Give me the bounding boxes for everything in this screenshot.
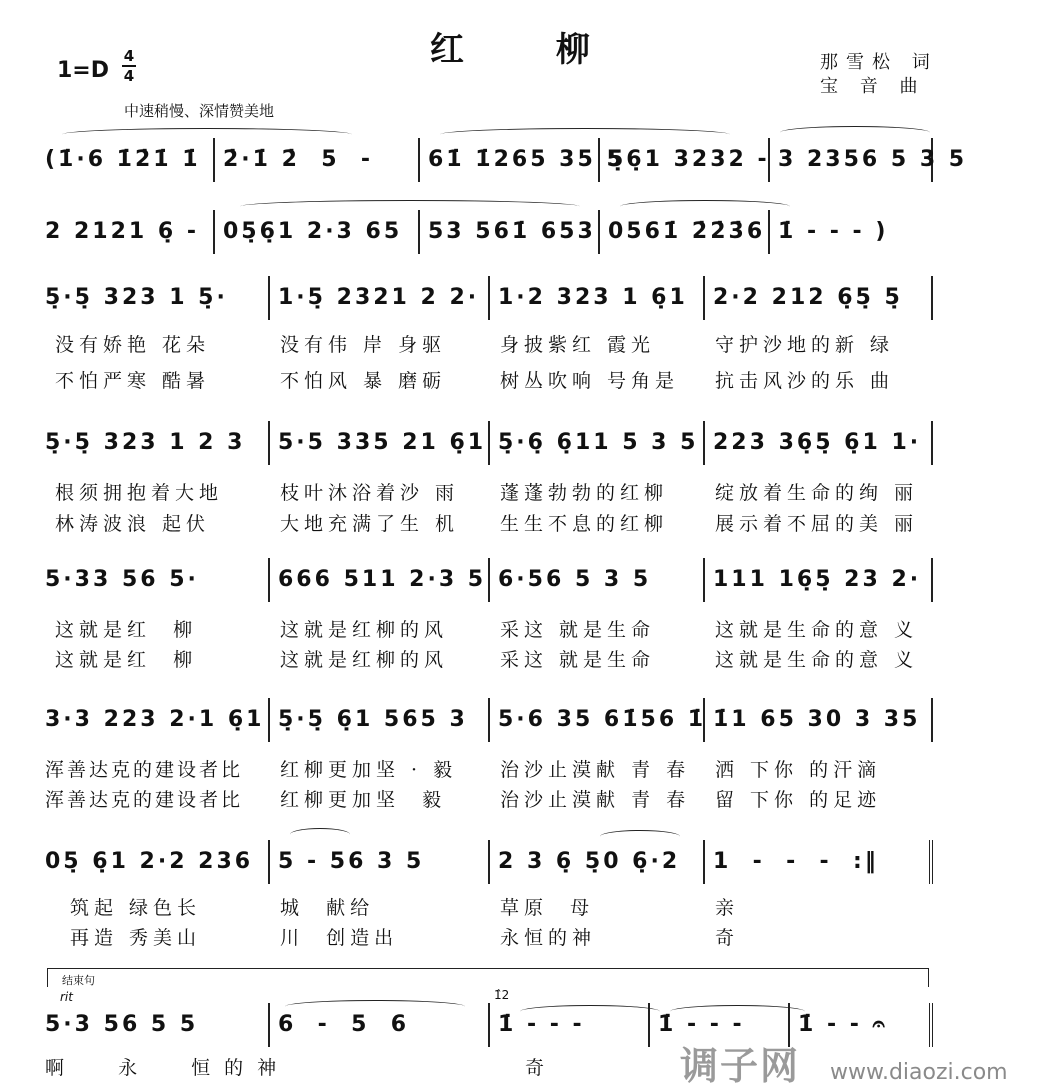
measure: 1̇ - - - ) bbox=[778, 219, 889, 244]
staff-row-7 bbox=[45, 840, 933, 884]
lyric: 没有娇艳 花朵 bbox=[55, 334, 211, 356]
measure: 3·3 223 2·1 6̣1 bbox=[45, 698, 270, 742]
lyric: 留 下你 的足迹 bbox=[715, 789, 882, 811]
ritardando-marking: rit bbox=[60, 990, 73, 1004]
lyric: 抗击风沙的乐 曲 bbox=[715, 370, 895, 392]
lyric: 红柳更加坚 毅 bbox=[280, 789, 447, 811]
lyrics-verse-1 bbox=[45, 478, 933, 505]
lyrics-verse-1 bbox=[45, 755, 933, 782]
staff-row-5 bbox=[45, 558, 933, 602]
volta-marking: 1̂2 bbox=[494, 988, 510, 1002]
lyric: 不怕风 暴 磨砺 bbox=[280, 370, 447, 392]
measure: 2̇·1̇ 2̇ 5 - bbox=[215, 138, 420, 182]
watermark-logo: 调子网 bbox=[680, 1044, 801, 1088]
lyric: 这就是生命的意 义 bbox=[715, 619, 919, 641]
lyric: 奇 bbox=[525, 1057, 550, 1079]
lyrics-verse-2 bbox=[45, 785, 933, 812]
lyric: 这就是生命的意 义 bbox=[715, 649, 919, 671]
measure: 2 3 6̣ 5̣0 6̣·2 bbox=[490, 840, 705, 884]
measure: 5̣6̣1 3232 - bbox=[600, 138, 770, 182]
measure: 0561̇ 2̇2̇3̇6 bbox=[600, 210, 770, 254]
lyric: 采这 就是生命 bbox=[500, 649, 656, 671]
lyrics-verse-2 bbox=[45, 645, 933, 672]
staff-row-3 bbox=[45, 276, 933, 320]
song-title: 红 柳 bbox=[430, 30, 630, 70]
measure: (1̇·6 1̇2̇1̇ 1̇ bbox=[45, 138, 215, 182]
lyric bbox=[270, 1053, 490, 1080]
lyric: 没有伟 岸 身驱 bbox=[280, 334, 447, 356]
staff-row-4 bbox=[45, 421, 933, 465]
lyric: 再造 秀美山 bbox=[70, 927, 202, 949]
lyric: 生生不息的红柳 bbox=[500, 513, 669, 535]
measure: 666 511 2·3 5 bbox=[270, 558, 490, 602]
measure: 5 - 56 3 5 bbox=[270, 840, 490, 884]
measure: 2 2121 6̣ - bbox=[45, 210, 215, 254]
lyric: 草原 母 bbox=[500, 897, 595, 919]
ending-label: 结束句 bbox=[62, 974, 95, 987]
staff-row-2 bbox=[45, 210, 933, 254]
measure: 2·2 212 6̣5̣ 5̣ bbox=[705, 276, 933, 320]
measure: 5̣·5̣ 323 1 5̣· bbox=[45, 276, 270, 320]
staff-row-1 bbox=[45, 138, 968, 182]
lyric: 树丛吹响 号角是 bbox=[500, 370, 680, 392]
lyric: 治沙止漠献 青 春 bbox=[500, 759, 691, 781]
lyric: 这就是红 柳 bbox=[55, 619, 198, 641]
ending-bracket bbox=[47, 968, 929, 987]
measure: 5̣·5̣ 323 1 2 3 bbox=[45, 421, 270, 465]
measure: 5̣·6̣ 6̣11 5 3 5 bbox=[490, 421, 705, 465]
lyrics-verse-2 bbox=[45, 509, 933, 536]
lyric: 身披紫红 霞光 bbox=[500, 334, 656, 356]
lyric: 枝叶沐浴着沙 雨 bbox=[280, 482, 460, 504]
lyric: 绽放着生命的绚 丽 bbox=[715, 482, 919, 504]
lyric: 蓬蓬勃勃的红柳 bbox=[500, 482, 669, 504]
measure: 5̣·5̣ 6̣1 565 3 bbox=[270, 698, 490, 742]
lyric: 展示着不屈的美 丽 bbox=[715, 513, 919, 535]
lyric: 这就是红柳的风 bbox=[280, 649, 449, 671]
lyric: 不怕严寒 酷暑 bbox=[55, 370, 211, 392]
measure: 1̇1 65 30 3 35 bbox=[705, 698, 933, 742]
time-sig-top: 4 bbox=[123, 47, 135, 65]
measure: 05̣ 6̣1 2·2 236 bbox=[45, 840, 270, 884]
lyric: 啊 永 恒的神 bbox=[45, 1057, 291, 1079]
lyric: 大地充满了生 机 bbox=[280, 513, 460, 535]
repeat-end-measure: 1 - - - :‖ bbox=[705, 840, 933, 884]
measure: 223 36̣5̣ 6̣1 1· bbox=[705, 421, 933, 465]
measure: 6 - 5 6 bbox=[270, 1003, 490, 1047]
lyric: 红柳更加坚 · 毅 bbox=[280, 759, 458, 781]
composer-credit: 宝 音 曲 bbox=[820, 76, 926, 97]
measure: 5·5 335 21 6̣1 bbox=[270, 421, 490, 465]
measure: 1̇ - - - bbox=[650, 1003, 790, 1047]
lyrics-verse-1 bbox=[45, 615, 933, 642]
measure: 1·5̣ 2321 2 2· bbox=[270, 276, 490, 320]
lyric: 采这 就是生命 bbox=[500, 619, 656, 641]
measure: 3 2356 5 3 5 bbox=[770, 138, 933, 182]
lyric: 筑起 绿色长 bbox=[70, 897, 202, 919]
lyric: 这就是红柳的风 bbox=[280, 619, 449, 641]
measure: 111 16̣5̣ 23 2· bbox=[705, 558, 933, 602]
measure: 5·6 35 61̇56 1̇ bbox=[490, 698, 705, 742]
measure: 53 561̇ 653 bbox=[420, 210, 600, 254]
time-signature bbox=[122, 48, 136, 84]
lyrics-verse-2 bbox=[45, 366, 933, 393]
lyric: 浑善达克的建设者比 bbox=[45, 759, 244, 781]
staff-row-8 bbox=[45, 1003, 933, 1047]
lyrics-verse-1 bbox=[45, 893, 933, 920]
staff-row-6 bbox=[45, 698, 933, 742]
lyrics-verse-2 bbox=[45, 923, 933, 950]
measure: 1̇ - - - bbox=[490, 1003, 650, 1047]
time-sig-bottom: 4 bbox=[123, 67, 135, 85]
measure: 6·56 5 3 5 bbox=[490, 558, 705, 602]
lyric: 浑善达克的建设者比 bbox=[45, 789, 244, 811]
tempo-marking: 中速稍慢、深情赞美地 bbox=[124, 102, 275, 120]
lyric: 治沙止漠献 青 春 bbox=[500, 789, 691, 811]
lyric: 这就是红 柳 bbox=[55, 649, 198, 671]
lyricist-credit: 那雪松 词 bbox=[820, 52, 938, 73]
lyric: 林涛波浪 起伏 bbox=[55, 513, 211, 535]
lyric: 根须拥抱着大地 bbox=[55, 482, 224, 504]
measure: 5·3 56 5 5 bbox=[45, 1003, 270, 1047]
measure: 1·2 323 1 6̣1 bbox=[490, 276, 705, 320]
final-measure: 1̇ - - 𝄐 bbox=[790, 1003, 933, 1047]
measure: 05̣6̣1 2·3 65 bbox=[215, 210, 420, 254]
lyric: 亲 bbox=[715, 897, 740, 919]
measure: 61̇ 1̇265 35 5 bbox=[420, 138, 600, 182]
lyric: 洒 下你 的汗滴 bbox=[715, 759, 882, 781]
lyrics-verse-1 bbox=[45, 330, 933, 357]
lyric: 城 献给 bbox=[280, 897, 375, 919]
lyric: 川 创造出 bbox=[280, 927, 399, 949]
measure: 5·33 56 5· bbox=[45, 558, 270, 602]
lyric: 奇 bbox=[715, 927, 740, 949]
watermark-url: www.diaozi.com bbox=[830, 1060, 1008, 1085]
lyric: 永恒的神 bbox=[500, 927, 597, 949]
lyric: 守护沙地的新 绿 bbox=[715, 334, 895, 356]
key-signature: 1=D bbox=[57, 58, 110, 83]
